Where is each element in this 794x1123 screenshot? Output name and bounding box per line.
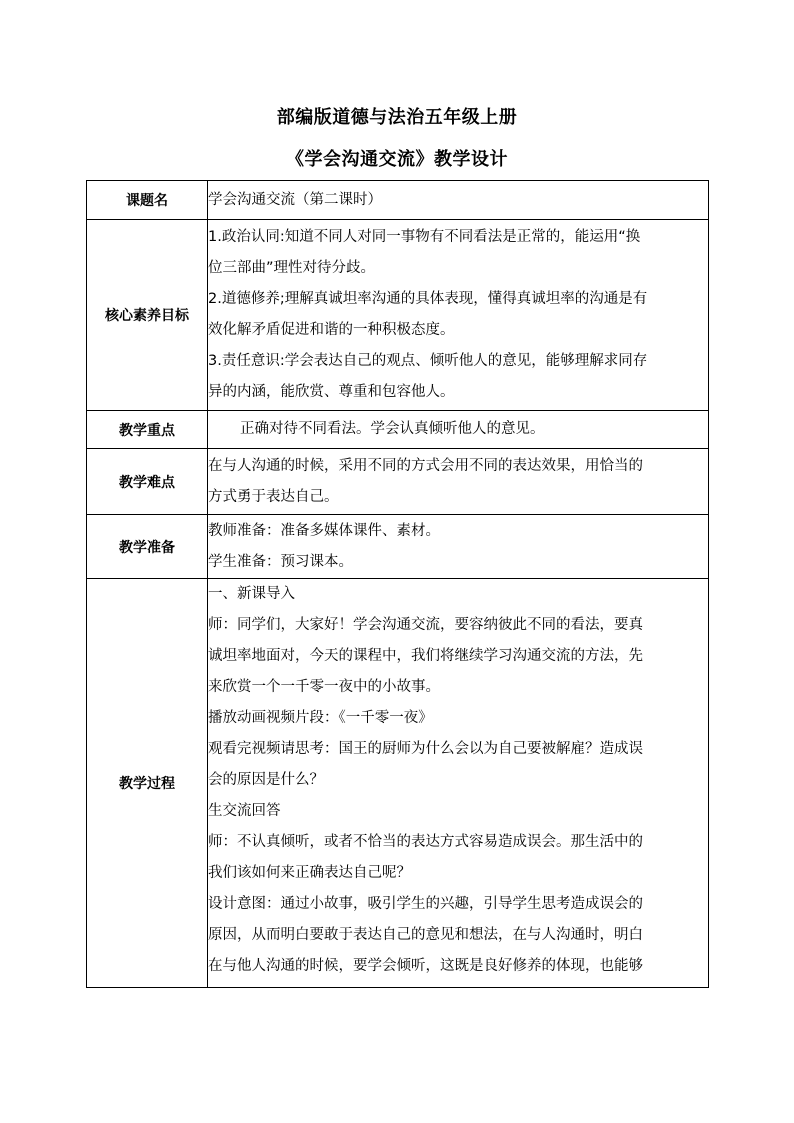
content-preparation (208, 515, 709, 579)
difficulty-line: 在与人沟通的时候，采用不同的方式会用不同的表达效果，用恰当的 (208, 457, 643, 474)
lesson-plan-table (86, 180, 709, 988)
label-goals: 核心素养目标 (87, 220, 208, 411)
process-line: 我们该如何来正确表达自己呢？ (208, 865, 411, 881)
preparation-line: 教师准备：准备多媒体课件、素材。 (208, 522, 440, 539)
table-row-topic (87, 181, 709, 220)
label-key-point: 教学重点 (87, 411, 208, 449)
document-subtitle: 《学会沟通交流》教学设计 (286, 149, 508, 170)
label-difficulty: 教学难点 (87, 449, 208, 515)
process-line: 播放动画视频片段：《一千零一夜》 (208, 710, 433, 726)
preparation-line: 学生准备：预习课本。 (208, 553, 353, 570)
process-line: 诚坦率地面对，今天的课程中，我们将继续学习沟通交流的方法，先 (208, 648, 643, 664)
goals-line: 1.政治认同:知道不同人对同一事物有不同看法是正常的，能运用“换 (208, 229, 641, 245)
process-line: 一、新课导入 (208, 586, 295, 602)
key-point-line: 正确对待不同看法。学会认真倾听他人的意见。 (240, 421, 545, 437)
content-goals (208, 220, 709, 411)
content-key-point (208, 411, 709, 449)
content-difficulty (208, 449, 709, 515)
process-line: 会的原因是什么？ (208, 772, 324, 788)
content-process (208, 579, 709, 988)
process-line: 师：同学们，大家好！学会沟通交流，要容纳彼此不同的看法，要真 (208, 617, 643, 633)
document-title: 部编版道德与法治五年级上册 (276, 107, 518, 128)
goals-line: 3.责任意识:学会表达自己的观点、倾听他人的意见，能够理解求同存 (208, 353, 648, 369)
table-row-goals (87, 220, 709, 411)
process-line: 师：不认真倾听，或者不恰当的表达方式容易造成误会。那生活中的 (208, 834, 643, 850)
label-topic: 课题名 (87, 181, 208, 220)
goals-line: 效化解矛盾促进和谐的一种积极态度。 (208, 322, 455, 338)
process-line: 在与他人沟通的时候，要学会倾听，这既是良好修养的体现，也能够 (208, 958, 643, 974)
table-row-preparation (87, 515, 709, 579)
topic-line: 学会沟通交流（第二课时） (208, 191, 382, 208)
table-row-difficulty (87, 449, 709, 515)
goals-line: 2.道德修养;理解真诚坦率沟通的具体表现，懂得真诚坦率的沟通是有 (208, 291, 648, 307)
process-line: 观看完视频请思考：国王的厨师为什么会以为自己要被解雇？造成误 (208, 741, 643, 757)
goals-line: 位三部曲”理性对待分歧。 (208, 260, 376, 276)
table-row-key-point (87, 411, 709, 449)
process-line: 原因，从而明白要敢于表达自己的意见和想法，在与人沟通时，明白 (208, 927, 643, 943)
goals-line: 异的内涵，能欣赏、尊重和包容他人。 (208, 384, 455, 400)
process-line: 生交流回答 (208, 803, 281, 819)
label-preparation: 教学准备 (87, 515, 208, 579)
label-process: 教学过程 (87, 579, 208, 988)
process-line: 设计意图：通过小故事，吸引学生的兴趣，引导学生思考造成误会的 (208, 896, 643, 912)
table-row-process (87, 579, 709, 988)
difficulty-line: 方式勇于表达自己。 (208, 488, 339, 505)
content-topic (208, 181, 709, 220)
process-line: 来欣赏一个一千零一夜中的小故事。 (208, 679, 440, 695)
